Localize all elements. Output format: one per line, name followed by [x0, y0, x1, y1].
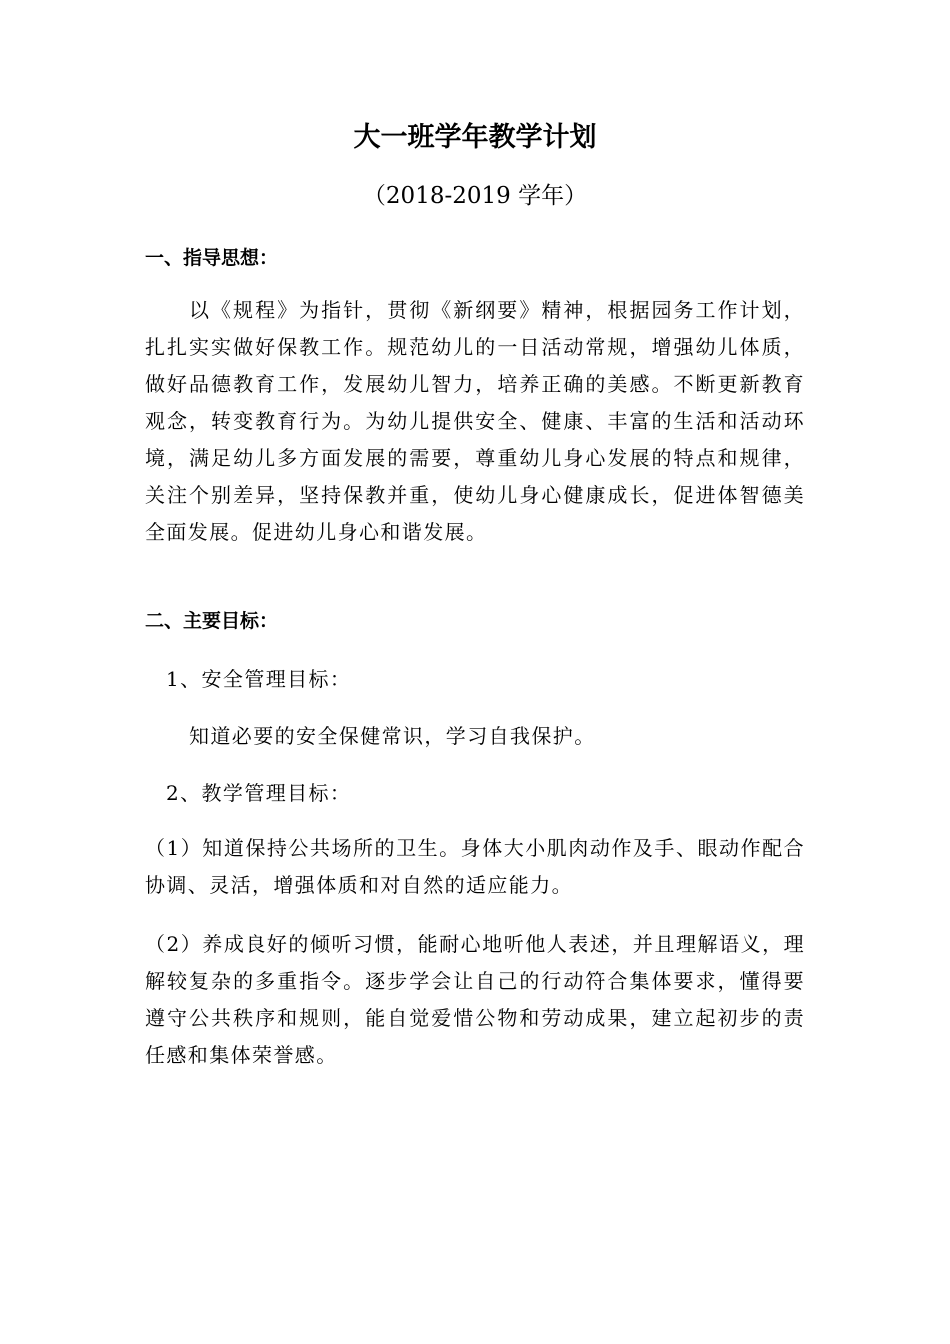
document-title: 大一班学年教学计划: [353, 122, 597, 153]
teaching-goal-point-1: （1）知道保持公共场所的卫生。身体大小肌肉动作及手、眼动作配合协调、灵活，增强体质和对自然的适应能力。: [145, 836, 805, 897]
safety-goal-text: 知道必要的安全保健常识，学习自我保护。: [189, 724, 596, 748]
teaching-goal-title: 2、教学管理目标：: [166, 781, 352, 805]
guiding-ideology-paragraph: 以《规程》为指针，贯彻《新纲要》精神，根据园务工作计划，扎扎实实做好保教工作。规范幼儿的一日活动常规，增强幼儿体质，做好品德教育工作，发展幼儿智力，培养正确的美感。不断更新教育观念，转变教育行为。为幼儿提供安全、健康、丰富的生活和活动环境，满足幼儿多方面发展的需要，尊重幼儿身心发展的特点和规律，关注个别差异，坚持保教并重，使幼儿身心健康成长，促进体智德美全面发展。促进幼儿身心和谐发展。: [145, 298, 805, 544]
document-subtitle: （2018-2019 学年）: [362, 183, 588, 209]
section-heading-guiding-ideology: 一、指导思想：: [145, 247, 279, 269]
teaching-goal-point-2: （2）养成良好的倾听习惯，能耐心地听他人表述，并且理解语义，理解较复杂的多重指令。逐步学会让自己的行动符合集体要求，懂得要遵守公共秩序和规则，能自觉爱惜公物和劳动成果，建立起初步的责任感和集体荣誉感。: [145, 932, 805, 1067]
safety-goal-title: 1、安全管理目标：: [166, 667, 352, 691]
section-heading-main-goals: 二、主要目标：: [145, 610, 279, 632]
